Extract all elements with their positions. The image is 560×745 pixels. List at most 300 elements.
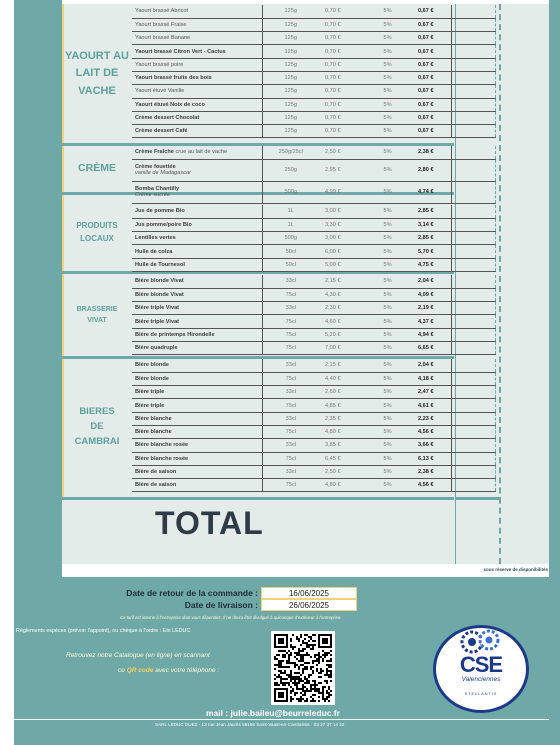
product-name [132,71,262,84]
qr-module [300,674,302,676]
qr-module [280,650,282,652]
qr-module [326,668,328,670]
quantity-cell[interactable] [451,288,495,301]
qr-module [290,676,292,678]
product-name-text: Crème dessert Chocolat [135,115,200,122]
qr-module [310,686,312,688]
total-cell [495,425,496,438]
qr-module [324,680,326,682]
qr-module [328,660,330,662]
product-price-ttc: 4,75 € [406,258,451,271]
qr-module [310,684,312,686]
product-name [132,159,262,181]
qr-module [312,666,314,668]
catalog-line-1: Retrouvez notre Catalogue (en ligne) en scannant [66,652,210,659]
qr-module [278,684,280,686]
qr-module [312,684,314,686]
creme-table [132,146,496,204]
qr-module [278,638,284,644]
qr-module [306,678,308,680]
product-vat: 5% [369,218,406,231]
quantity-cell[interactable] [451,45,495,58]
qr-module [300,700,302,702]
quantity-cell[interactable] [451,439,495,452]
product-price-ttc: 0,67 € [406,98,451,111]
qr-module [300,688,302,690]
qr-module [320,656,322,658]
section-produits [62,196,132,270]
total-cell [495,372,496,385]
product-price: 3,30 € [319,218,369,231]
qr-module [322,690,324,692]
quantity-cell[interactable] [451,125,495,138]
qr-module [316,658,318,660]
quantity-cell[interactable] [451,71,495,84]
total-cell [495,245,496,258]
quantity-cell[interactable] [451,111,495,124]
qr-module [308,640,310,642]
product-name [132,146,262,159]
qr-module [304,668,306,670]
qr-module [302,668,304,670]
total-cell [495,181,496,203]
product-vat: 5% [369,328,406,341]
qr-module [330,660,332,662]
qr-module [284,654,286,656]
qr-module [320,682,322,684]
section-creme [62,146,132,190]
product-price: 4,40 € [319,372,369,385]
footer-rule [14,719,549,720]
qr-module [322,686,324,688]
quantity-cell[interactable] [451,5,495,18]
qr-module [308,646,310,648]
product-price-ttc: 0,67 € [406,71,451,84]
qr-code-graphic [274,634,332,702]
total-cell [495,125,496,138]
product-vat: 5% [369,372,406,385]
qr-module [318,654,320,656]
product-size: 33cl [262,302,319,315]
qr-module [310,648,312,650]
qr-module [292,688,294,690]
quantity-cell[interactable] [451,181,495,203]
total-cell [495,58,496,71]
qr-module [322,692,324,694]
delivery-date-field[interactable]: 26/06/2025 [261,599,357,611]
qr-module [300,636,302,638]
product-size: 125g [262,18,319,31]
product-price: 0,70 € [319,71,369,84]
quantity-cell[interactable] [451,159,495,181]
qr-module [330,690,332,692]
product-size: 33cl [262,412,319,425]
qr-module [310,690,312,692]
qr-module [306,634,308,636]
product-size: 125g [262,98,319,111]
product-name-text: Yaourt étuvé Noix de coco [135,101,205,108]
product-name-text: Yaourt brassé Citron Vert - Cactus [135,48,226,55]
qr-module [330,694,332,696]
quantity-cell[interactable] [451,359,495,372]
product-size: 125g [262,85,319,98]
qr-module [330,666,332,668]
product-vat: 5% [369,181,406,203]
qr-module [330,670,332,672]
product-vat: 5% [369,232,406,245]
qr-module [298,676,300,678]
quantity-cell[interactable] [451,85,495,98]
logo-text: CSE [459,652,503,677]
product-size: 75cl [262,341,319,354]
qr-module [318,676,320,678]
product-size: 75cl [262,479,319,492]
qr-module [278,666,280,668]
product-vat: 5% [369,45,406,58]
qr-module [322,654,324,656]
product-price: 4,80 € [319,479,369,492]
qr-module [298,638,300,640]
total-cell [495,258,496,271]
qr-module [288,650,290,652]
total-cell [495,275,496,288]
qr-module [312,680,314,682]
qr-module [304,634,306,636]
qr-module [330,654,332,656]
qr-module [306,680,308,682]
quantity-cell[interactable] [451,328,495,341]
product-price-ttc: 4,74 € [406,181,451,203]
quantity-cell[interactable] [451,232,495,245]
total-cell [495,71,496,84]
qr-module [280,662,282,664]
qr-module [304,700,306,702]
quantity-cell[interactable] [451,315,495,328]
qr-module [308,644,310,646]
total-cell [495,205,496,218]
qr-code-icon[interactable] [271,631,335,705]
quantity-cell[interactable] [451,425,495,438]
qr-module [318,656,320,658]
qr-module [326,652,328,654]
product-vat: 5% [369,315,406,328]
product-name [132,58,262,71]
qr-module [308,690,310,692]
qr-module [310,644,312,646]
quantity-cell[interactable] [451,372,495,385]
qr-module [308,654,310,656]
qr-module [320,672,322,674]
qr-module [298,652,300,654]
product-price-ttc: 2,85 € [406,232,451,245]
qr-module [318,688,320,690]
qr-module [282,654,284,656]
product-price-ttc: 0,67 € [406,85,451,98]
qr-module [326,654,328,656]
qr-module [292,676,294,678]
product-price-ttc: 0,67 € [406,18,451,31]
qr-module [278,662,280,664]
product-price-ttc: 4,56 € [406,425,451,438]
qr-module [328,676,330,678]
table-row [132,85,496,98]
qr-module [306,644,308,646]
qr-module [302,694,304,696]
qr-module [318,690,320,692]
product-price: 4,85 € [319,399,369,412]
qr-module [322,688,324,690]
quantity-cell[interactable] [451,399,495,412]
gears-icon [456,627,506,655]
qr-module [324,656,326,658]
qr-module [298,678,300,680]
qr-module [322,694,324,696]
qr-module [320,668,322,670]
product-price: 2,50 € [319,465,369,478]
quantity-cell[interactable] [451,479,495,492]
quantity-cell[interactable] [451,386,495,399]
table-row [132,5,496,18]
qr-module [284,650,286,652]
qr-module [304,654,306,656]
product-name-text: Bière triple Vivat [135,305,180,312]
product-name-text: Bière triple [135,402,165,409]
total-value-field[interactable] [455,497,501,564]
quantity-cell[interactable] [451,302,495,315]
qr-module [290,678,292,680]
product-name [132,245,262,258]
qr-module [280,666,282,668]
total-cell [495,479,496,492]
qr-module [296,692,298,694]
qr-module [310,666,312,668]
right-teal-band [549,0,560,585]
product-price-ttc: 4,61 € [406,399,451,412]
table-row [132,205,496,218]
product-price-ttc: 0,67 € [406,125,451,138]
product-vat: 5% [369,452,406,465]
qr-module [304,690,306,692]
qr-module [310,700,312,702]
qr-module [286,682,288,684]
qr-module [288,658,290,660]
product-name [132,399,262,412]
qr-module [324,686,326,688]
product-price: 0,70 € [319,85,369,98]
qr-module [302,680,304,682]
qr-module [322,658,324,660]
qr-module [300,680,302,682]
qr-module [278,660,280,662]
table-row [132,465,496,478]
qr-module [328,666,330,668]
total-cell [495,412,496,425]
product-price: 0,70 € [319,125,369,138]
product-name-text: Jus pomme/poire Bio [135,221,192,228]
quantity-cell[interactable] [451,32,495,45]
quantity-cell[interactable] [451,465,495,478]
footer-edge [549,577,560,745]
qr-module [278,664,280,666]
qr-module [280,678,282,680]
total-cell [495,98,496,111]
qr-module [296,688,298,690]
table-row [132,125,496,138]
product-vat: 5% [369,359,406,372]
table-row [132,111,496,124]
product-size: 75cl [262,372,319,385]
qr-module [290,672,292,674]
qr-module [316,654,318,656]
total-cell [495,341,496,354]
qr-module [278,676,280,678]
qr-module [306,690,308,692]
qr-module [274,684,276,686]
section-label-yaourt: YAOURT AU LAIT DE VACHE [65,49,129,97]
quantity-cell[interactable] [451,275,495,288]
qr-module [310,674,312,676]
qr-module [308,682,310,684]
product-price-ttc: 2,04 € [406,275,451,288]
qr-module [312,644,314,646]
quantity-cell[interactable] [451,205,495,218]
product-size: 125g [262,45,319,58]
table-row [132,245,496,258]
catalog-line-2 [118,667,219,674]
quantity-cell[interactable] [451,341,495,354]
qr-module [288,660,290,662]
table-row [132,302,496,315]
qr-module [298,640,300,642]
qr-module [296,684,298,686]
qr-module [294,672,296,674]
qr-module [290,686,292,688]
table-row [132,218,496,231]
qr-module [276,682,278,684]
product-name [132,341,262,354]
qr-module [302,698,304,700]
qr-module [328,692,330,694]
company-address: SARL LEDUC DUEZ - 13 rue Jean Jaurès 59188 Saint-Vaast-en-Cambrésis - 03 27 37 14 22 [155,722,345,727]
qr-module [300,644,302,646]
quantity-cell[interactable] [451,218,495,231]
qr-module [314,654,316,656]
table-row [132,45,496,58]
qr-module [282,656,284,658]
qr-module [308,674,310,676]
product-name [132,452,262,465]
total-cell [495,232,496,245]
table-row [132,58,496,71]
quantity-cell[interactable] [451,98,495,111]
product-vat: 5% [369,425,406,438]
table-row [132,341,496,354]
product-name-text: Yaourt étuvé Vanille [135,88,185,95]
qr-module [288,676,290,678]
qr-module [316,664,318,666]
qr-module [304,676,306,678]
product-name-text: Crème dessert Café [135,128,188,135]
qr-module [304,678,306,680]
qr-module [282,650,284,652]
qr-module [328,688,330,690]
table-row [132,258,496,271]
qr-module [330,680,332,682]
qr-module [312,646,314,648]
section-yaourt [62,5,132,143]
qr-module [310,638,312,640]
return-date-field[interactable]: 16/06/2025 [261,587,357,599]
qr-module [330,650,332,652]
product-price-ttc: 3,66 € [406,439,451,452]
qr-module [290,696,292,698]
table-row [132,412,496,425]
quantity-cell[interactable] [451,258,495,271]
qr-module [306,666,308,668]
product-price-ttc: 2,23 € [406,412,451,425]
qr-module [328,686,330,688]
product-size: 50cl [262,245,319,258]
qr-module [292,690,294,692]
qr-module [292,646,294,648]
qr-module [302,686,304,688]
qr-module [314,694,316,696]
product-name-text: Bomba Chantilly [135,186,180,193]
quantity-cell[interactable] [451,452,495,465]
product-size: 33cl [262,465,319,478]
catalog-line-2-pre: ce [118,667,125,674]
qr-module [316,690,318,692]
logo-brand: STELLANTIS [464,692,498,696]
product-name [132,315,262,328]
qr-module [300,698,302,700]
product-size: 125g [262,32,319,45]
total-cell [495,111,496,124]
quantity-cell[interactable] [451,58,495,71]
qr-module [304,642,306,644]
qr-module [276,684,278,686]
product-vat: 5% [369,258,406,271]
qr-module [298,648,300,650]
qr-module [290,680,292,682]
qr-module [306,654,308,656]
qr-module [314,680,316,682]
qr-module [282,678,284,680]
qr-module [304,682,306,684]
contact-email[interactable]: mail : julie.baileu@beurreleduc.fr [206,708,340,718]
product-price-ttc: 0,67 € [406,5,451,18]
qr-module [306,698,308,700]
quantity-cell[interactable] [451,146,495,159]
qr-module [280,672,282,674]
product-size: 1L [262,218,319,231]
qr-module [290,700,292,702]
qr-module [290,698,292,700]
qr-module [308,662,310,664]
qr-module [304,662,306,664]
quantity-cell[interactable] [451,245,495,258]
qr-module [300,650,302,652]
qr-module [310,656,312,658]
total-cell [495,359,496,372]
cse-logo [433,625,529,713]
qr-module [298,672,300,674]
qr-module [312,640,314,642]
quantity-cell[interactable] [451,18,495,31]
qr-module [326,660,328,662]
product-vat: 5% [369,479,406,492]
quantity-cell[interactable] [451,412,495,425]
